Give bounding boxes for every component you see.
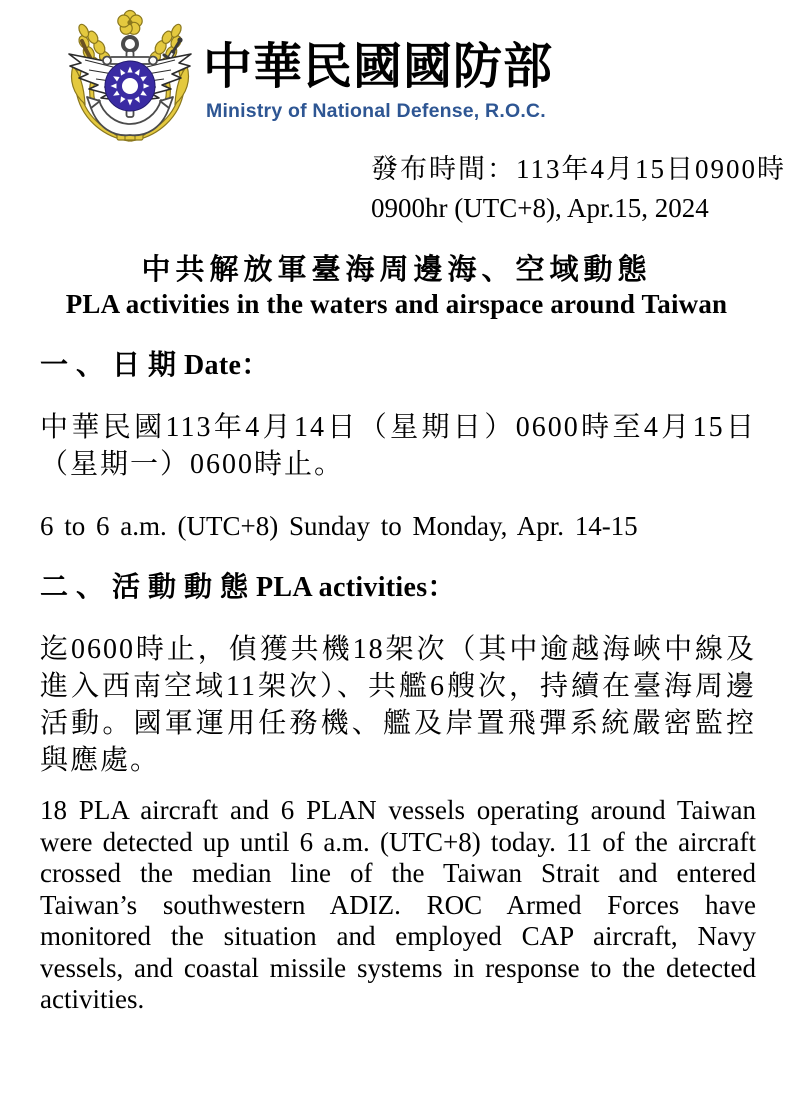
section-1-heading <box>40 349 756 383</box>
section-1-heading-en: Date： <box>184 350 270 381</box>
release-time-en: 0900hr (UTC+8), Apr.15, 2024 <box>371 193 709 223</box>
release-time-zh: 發布時間：113年4月15日0900時 <box>371 154 786 184</box>
plum-blossom-icon <box>118 11 142 35</box>
section-2-heading-zh: 二、活動動態 <box>40 572 257 603</box>
section-2-heading-en: PLA activities： <box>256 572 456 603</box>
org-name-zh: 中華民國國防部 <box>203 39 554 94</box>
section-2-heading <box>40 571 756 605</box>
document-title-en: PLA activities in the waters and airspace around Taiwan <box>65 289 728 319</box>
document-title-zh: 中共解放軍臺海周邊海、空域動態 <box>141 254 652 286</box>
document-body <box>40 349 756 1016</box>
roc-sun-icon <box>105 61 155 111</box>
section-1-heading-zh: 一、日期 <box>40 350 185 381</box>
release-time-block <box>371 150 786 228</box>
section-2-body-en: 18 PLA aircraft and 6 PLAN vessels operating around Taiwan were detected up until 6 a.m. (UTC+8) today. 11 of the aircraft crossed the median line of the Taiwan Strait and entered Taiwan’s southwestern ADIZ. ROC Armed Forces have monitored the situation and employed CAP aircraft, Navy vessels, and coastal missile systems in response to the detected activities. <box>40 795 756 1014</box>
document-title <box>0 253 793 321</box>
section-1-body-zh: 中華民國113年4月14日（星期日）0600時至4月15日（星期一）0600時止。 <box>40 412 756 480</box>
mnd-emblem-logo <box>55 8 205 150</box>
org-name-en: Ministry of National Defense, R.O.C. <box>206 100 546 122</box>
mnd-emblem-icon <box>55 8 205 150</box>
section-1-body-en: 6 to 6 a.m. (UTC+8) Sunday to Monday, Apr. 14-15 <box>40 511 638 541</box>
section-2-body-zh: 迄0600時止，偵獲共機18架次（其中逾越海峽中線及進入西南空域11架次）、共艦6艘次，持續在臺海周邊活動。國軍運用任務機、艦及岸置飛彈系統嚴密監控與應處。 <box>40 634 756 776</box>
